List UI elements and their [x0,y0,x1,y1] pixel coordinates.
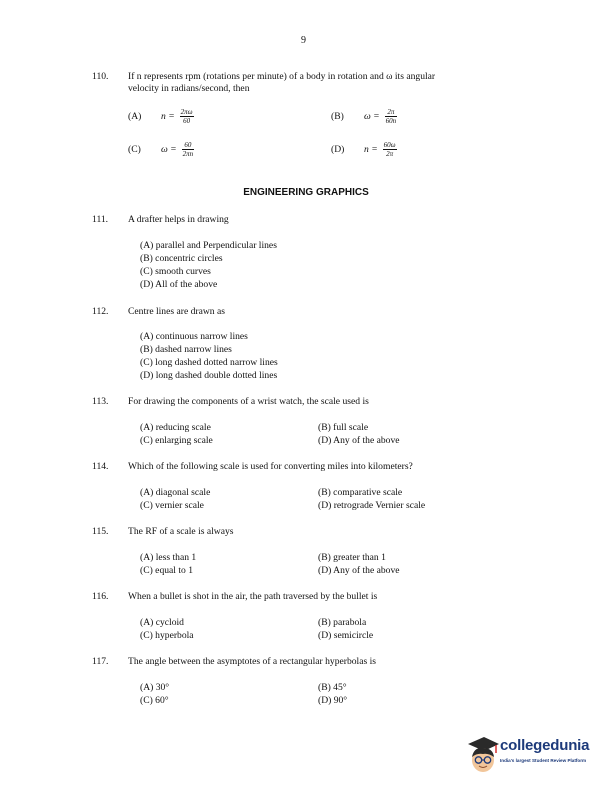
denominator: 60 [183,117,191,125]
option-a: (A) continuous narrow lines [140,331,248,342]
option-b [331,108,397,125]
numerator: 2πω [180,108,193,116]
page-number: 9 [301,35,306,46]
option-d: (D) Any of the above [318,565,400,576]
option-a: (A) less than 1 [140,552,197,563]
question-number: 117. [92,656,109,667]
option-d: (D) Any of the above [318,435,400,446]
question-text: When a bullet is shot in the air, the path traversed by the bullet is [128,591,378,602]
question-number: 110. [92,71,109,82]
option-a: (A) diagonal scale [140,487,211,498]
option-c: (C) hyperbola [140,630,194,641]
logo-tagline: India's largest Student Review Platform [500,758,587,763]
fraction [383,141,397,158]
fraction [385,108,398,125]
question-text: The angle between the asymptotes of a rectangular hyperbolas is [128,656,377,667]
option-a [128,108,194,125]
option-c: (C) vernier scale [140,500,204,511]
denominator: 60n [385,117,397,125]
equation-lhs: n = [161,111,175,122]
option-b: (B) dashed narrow lines [140,344,232,355]
equation-lhs: ω = [161,144,177,155]
question-number: 112. [92,306,109,317]
question-number: 113. [92,396,109,407]
numerator: 2π [387,108,395,116]
denominator: 2πn [182,150,194,158]
option-c: (C) smooth curves [140,266,211,277]
option-b: (B) concentric circles [140,253,223,264]
option-label: (C) [128,144,141,155]
option-d: (D) semicircle [318,630,374,641]
option-a: (A) parallel and Perpendicular lines [140,240,277,251]
graduate-mascot-icon [466,735,500,775]
question-text-cont: velocity in radians/second, then [128,83,250,94]
equation-lhs: ω = [364,111,380,122]
option-d: (D) All of the above [140,279,218,290]
option-a: (A) reducing scale [140,422,211,433]
option-b: (B) 45° [318,682,347,693]
option-label: (A) [128,111,142,122]
question-text: If n represents rpm (rotations per minute) of a body in rotation and ω its angular [128,71,436,82]
option-a: (A) 30° [140,682,170,693]
question-number: 116. [92,591,109,602]
equation-lhs: n = [364,144,378,155]
fraction [180,108,194,125]
option-c: (C) long dashed dotted narrow lines [140,357,278,368]
option-label: (D) [331,144,345,155]
question-text: Centre lines are drawn as [128,306,225,317]
option-b: (B) greater than 1 [318,552,386,563]
numerator: 60 [184,141,192,149]
logo-wordmark: collegedunia [500,737,590,754]
option-label: (B) [331,111,344,122]
question-text: A drafter helps in drawing [128,214,229,225]
option-c [128,141,194,158]
question-number: 115. [92,526,109,537]
question-text: The RF of a scale is always [128,526,234,537]
option-d [331,141,397,158]
fraction [182,141,195,158]
question-text: For drawing the components of a wrist watch, the scale used is [128,396,369,407]
question-number: 114. [92,461,109,472]
option-d: (D) long dashed double dotted lines [140,370,278,381]
option-b: (B) comparative scale [318,487,403,498]
section-heading: ENGINEERING GRAPHICS [243,187,369,198]
denominator: 2π [386,150,394,158]
question-number: 111. [92,214,109,225]
option-a: (A) cycloid [140,617,184,628]
option-d: (D) 90° [318,695,348,706]
option-b: (B) full scale [318,422,369,433]
option-b: (B) parabola [318,617,367,628]
option-d: (D) retrograde Vernier scale [318,500,426,511]
numerator: 60ω [383,141,396,149]
collegedunia-logo[interactable] [466,733,606,779]
option-c: (C) equal to 1 [140,565,194,576]
question-text: Which of the following scale is used for converting miles into kilometers? [128,461,413,472]
option-c: (C) 60° [140,695,169,706]
option-c: (C) enlarging scale [140,435,213,446]
